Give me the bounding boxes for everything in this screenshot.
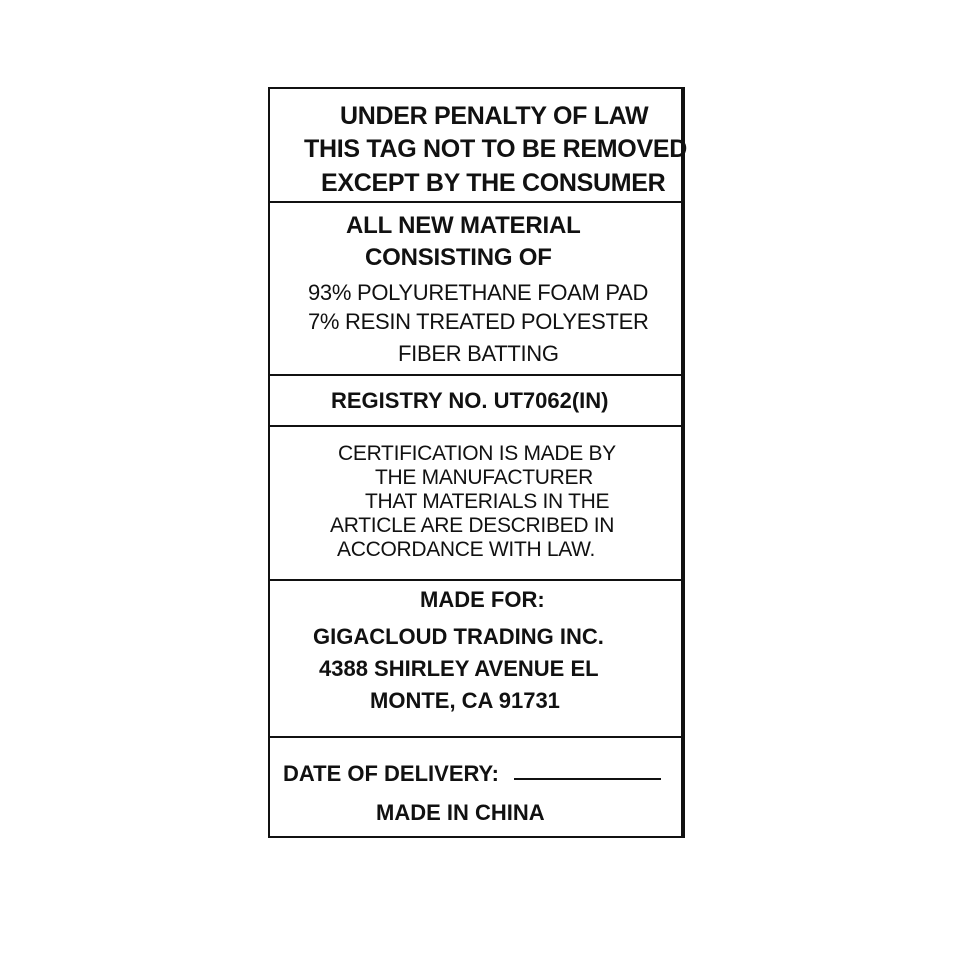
- warning-line-3: EXCEPT BY THE CONSUMER: [321, 169, 666, 197]
- made-for-label: MADE FOR:: [420, 587, 545, 612]
- law-tag: [268, 87, 685, 838]
- company-name: GIGACLOUD TRADING INC.: [313, 624, 604, 649]
- footer-section: [270, 738, 681, 836]
- warning-line-1: UNDER PENALTY OF LAW: [340, 102, 649, 130]
- warning-section: [270, 89, 687, 203]
- material-content-line-2: 7% RESIN TREATED POLYESTER: [308, 309, 649, 334]
- registry-number: REGISTRY NO. UT7062(IN): [331, 388, 609, 413]
- certification-line-3: THAT MATERIALS IN THE: [365, 490, 610, 513]
- warning-line-2: THIS TAG NOT TO BE REMOVED: [304, 135, 687, 163]
- material-content-line-3: FIBER BATTING: [398, 341, 559, 366]
- material-heading-line-2: CONSISTING OF: [365, 244, 552, 271]
- made-for-section: [270, 581, 681, 738]
- certification-line-5: ACCORDANCE WITH LAW.: [337, 538, 596, 561]
- material-content-line-1: 93% POLYURETHANE FOAM PAD: [308, 280, 649, 305]
- certification-line-1: CERTIFICATION IS MADE BY: [338, 442, 616, 465]
- country-of-origin: MADE IN CHINA: [376, 800, 545, 825]
- delivery-date-label: DATE OF DELIVERY:: [283, 761, 499, 786]
- address-line-2: MONTE, CA 91731: [370, 688, 560, 713]
- material-section: [270, 203, 681, 376]
- material-heading-line-1: ALL NEW MATERIAL: [346, 212, 581, 239]
- certification-line-4: ARTICLE ARE DESCRIBED IN: [330, 514, 615, 537]
- address-line-1: 4388 SHIRLEY AVENUE EL: [319, 656, 599, 681]
- registry-section: [270, 376, 681, 427]
- certification-line-2: THE MANUFACTURER: [375, 466, 594, 489]
- certification-section: [270, 427, 681, 581]
- delivery-date-line: [514, 778, 661, 780]
